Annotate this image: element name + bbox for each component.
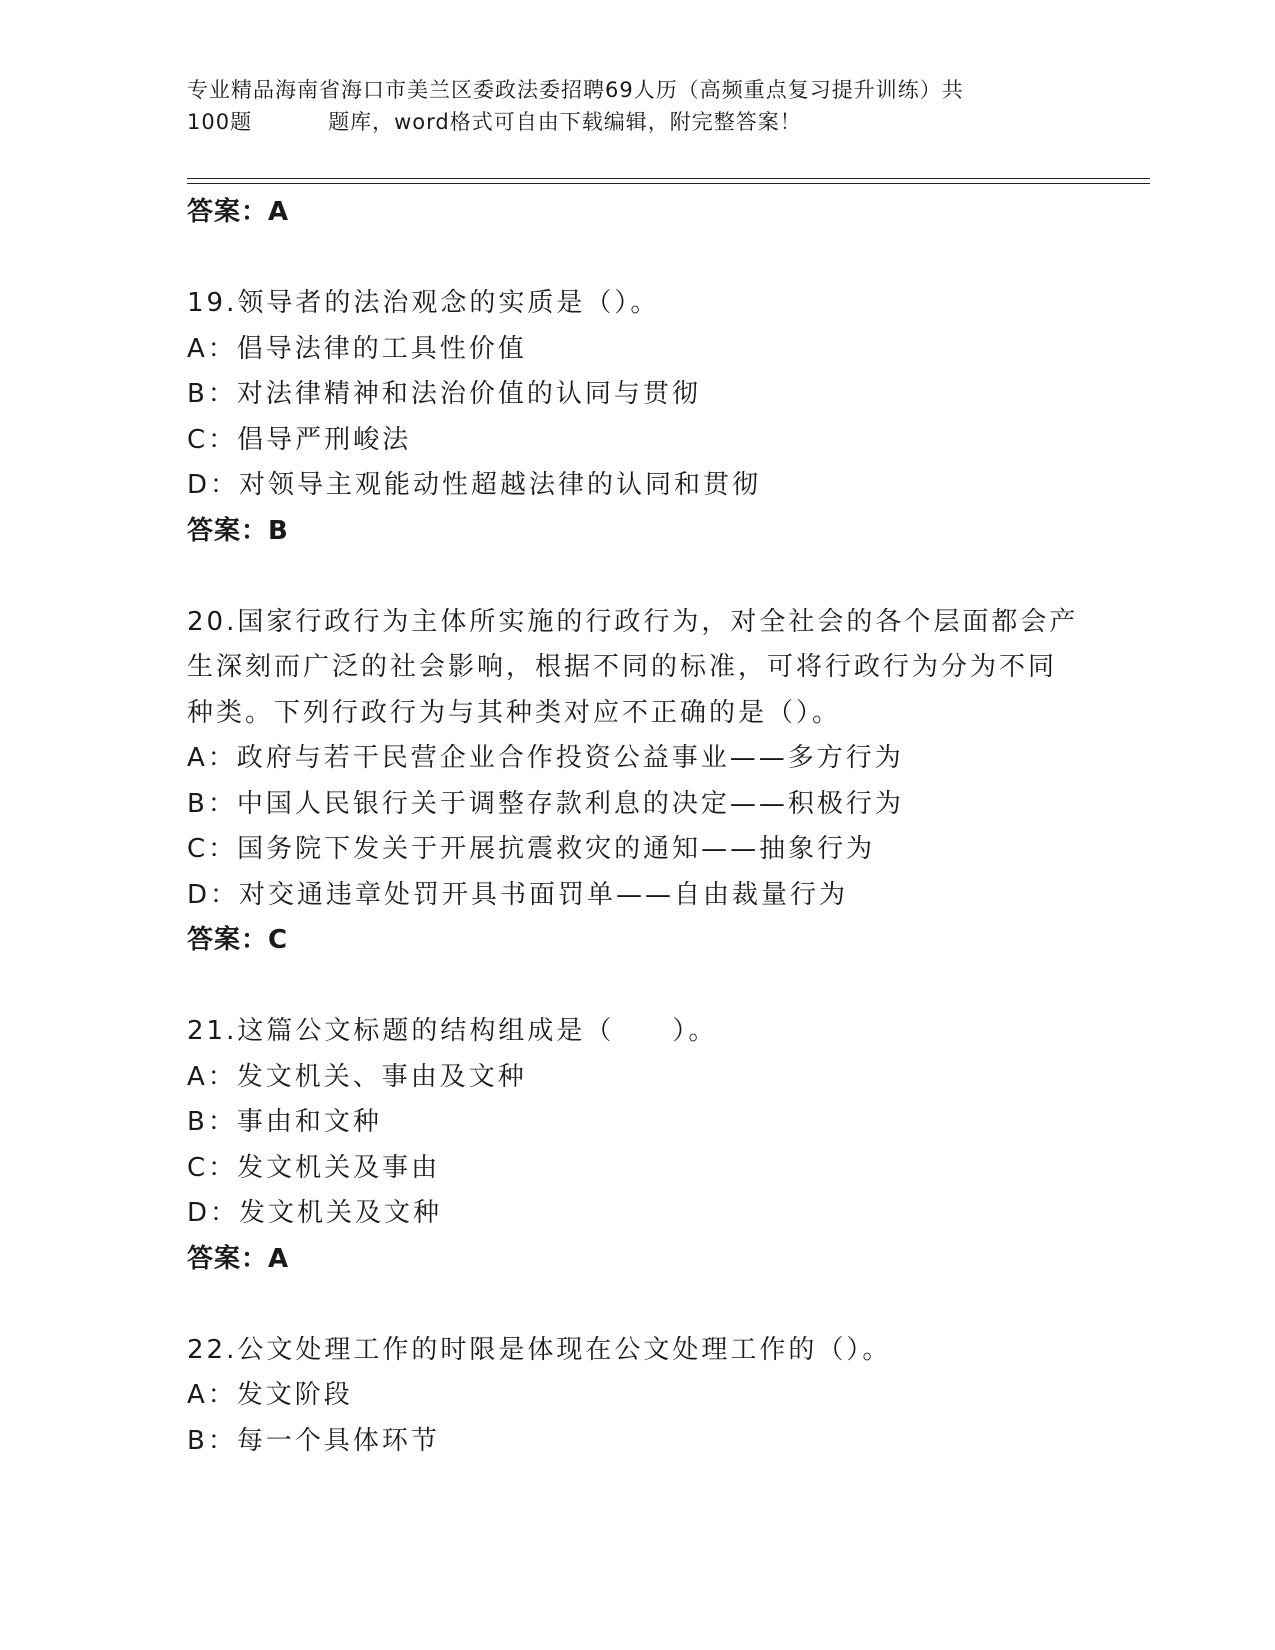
header-line-1: 专业精品海南省海口市美兰区委政法委招聘69人历（高频重点复习提升训练）共: [187, 78, 964, 102]
option-b: B：每一个具体环节: [187, 1425, 440, 1456]
option-b: B：事由和文种: [187, 1107, 382, 1137]
question-block: [187, 1328, 1087, 1465]
question-block: [187, 600, 1087, 964]
option-d: D：发文机关及文种: [187, 1198, 443, 1228]
option-a: A：发文机关、事由及文种: [187, 1061, 527, 1092]
option-b: B：中国人民银行关于调整存款利息的决定——积极行为: [187, 788, 904, 819]
question-stem: 22.公文处理工作的时限是体现在公文处理工作的（）。: [187, 1334, 892, 1365]
header-spacer: [252, 106, 328, 138]
header-rule-top: [187, 178, 1150, 179]
spacer: [187, 236, 1087, 282]
spacer: [187, 964, 1087, 1010]
document-body: [187, 190, 1087, 1464]
answer-line: 答案：B: [187, 515, 289, 546]
document-header: [187, 74, 1087, 138]
header-rule-bottom: [187, 183, 1150, 184]
answer-line: 答案：C: [187, 925, 289, 955]
question-stem: 20.国家行政行为主体所实施的行政行为，对全社会的各个层面都会产: [187, 606, 1079, 637]
spacer: [187, 554, 1087, 600]
option-d: D：对领导主观能动性超越法律的认同和贯彻: [187, 470, 762, 500]
question-block: [187, 1009, 1087, 1282]
option-a: A：倡导法律的工具性价值: [187, 333, 527, 364]
question-stem: 生深刻而广泛的社会影响，根据不同的标准，可将行政行为分为不同: [187, 652, 1058, 682]
answer-line: 答案：A: [187, 197, 290, 227]
header-line-2: [187, 106, 1087, 138]
spacer: [187, 1282, 1087, 1328]
option-a: A：发文阶段: [187, 1380, 353, 1410]
question-block: [187, 281, 1087, 554]
header-description: 题库，word格式可自由下载编辑，附完整答案！: [328, 110, 802, 134]
option-c: C：发文机关及事由: [187, 1152, 441, 1183]
option-d: D：对交通违章处罚开具书面罚单——自由裁量行为: [187, 879, 849, 910]
option-c: C：倡导严刑峻法: [187, 424, 412, 455]
question-stem: 19.领导者的法治观念的实质是（）。: [187, 288, 660, 318]
option-c: C：国务院下发关于开展抗震救灾的通知——抽象行为: [187, 834, 876, 864]
option-a: A：政府与若干民营企业合作投资公益事业——多方行为: [187, 743, 904, 773]
option-b: B：对法律精神和法治价值的认同与贯彻: [187, 379, 701, 409]
question-stem: 种类。下列行政行为与其种类对应不正确的是（）。: [187, 697, 842, 728]
question-stem: 21.这篇公文标题的结构组成是（ ）。: [187, 1016, 718, 1046]
header-question-count: 100题: [187, 110, 253, 134]
answer-line: 答案：A: [187, 1243, 290, 1274]
